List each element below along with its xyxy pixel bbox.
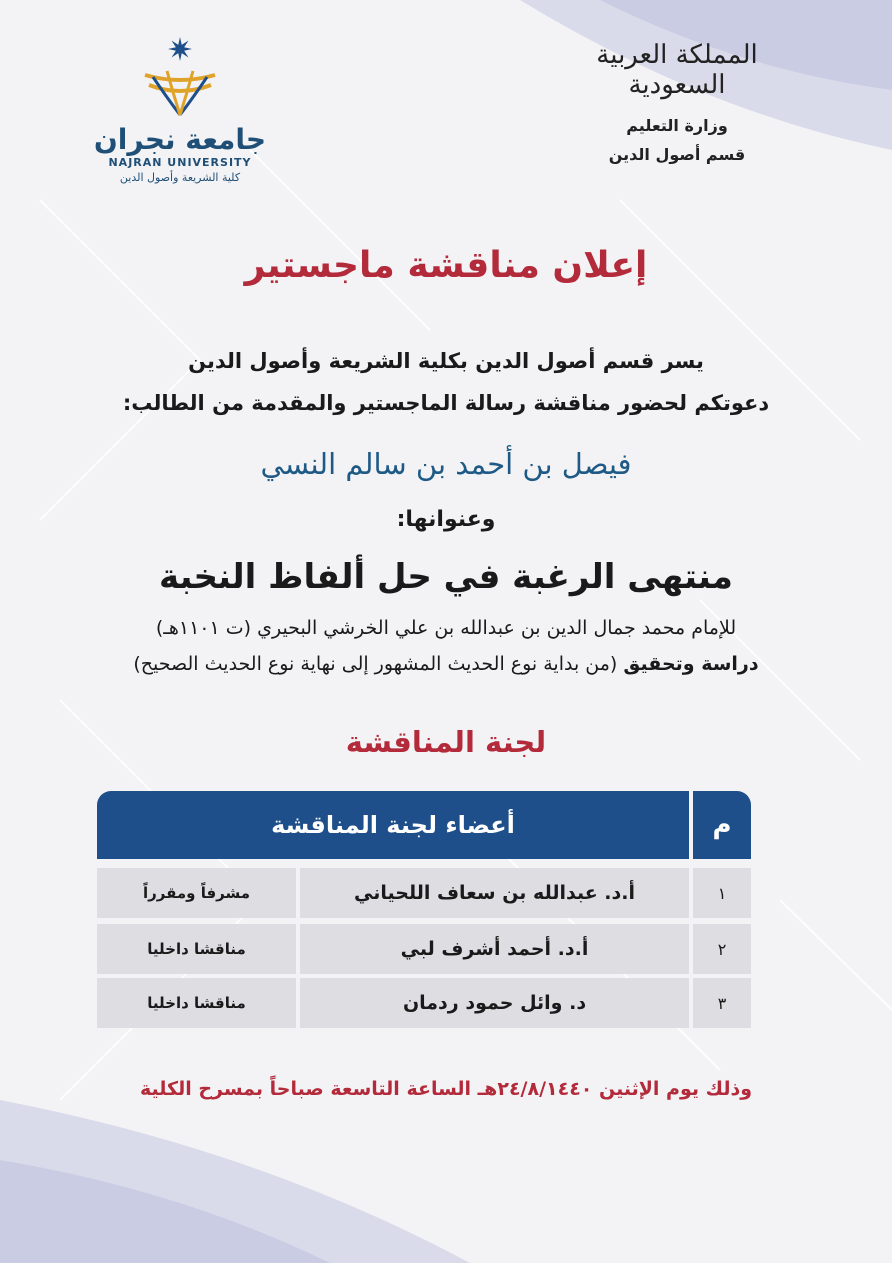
row-1-role: مشرفاً ومقرراً	[97, 868, 296, 918]
announcement-title: إعلان مناقشة ماجستير	[244, 245, 648, 286]
committee-title: لجنة المناقشة	[345, 725, 547, 759]
thesis-title: منتهى الرغبة في حل ألفاظ النخبة	[159, 557, 733, 597]
intro-text	[0, 340, 892, 424]
ministry-name: وزارة التعليم	[626, 116, 728, 135]
logo-name-arabic: جامعة نجران	[93, 123, 267, 156]
thesis-address-label: وعنوانها:	[396, 507, 496, 532]
row-2-name: أ.د. أحمد أشرف لبي	[300, 924, 689, 974]
author-line: للإمام محمد جمال الدين بن عبدالله بن علي الخرشي البحيري (ت ١١٠١هـ)	[155, 617, 737, 639]
table-header-number: م	[693, 791, 751, 859]
row-3-role: مناقشا داخليا	[97, 978, 296, 1028]
ministry-header	[557, 40, 797, 164]
logo-name-english: NAJRAN UNIVERSITY	[108, 156, 252, 169]
event-date-time: وذلك يوم الإثنين ٢٤/٨/١٤٤٠هـ الساعة التاسعة صباحاً بمسرح الكلية	[139, 1078, 753, 1100]
table-header-members: أعضاء لجنة المناقشة	[97, 791, 689, 859]
study-description	[0, 653, 892, 675]
university-logo	[90, 35, 270, 184]
row-2-number: ٢	[693, 924, 751, 974]
logo-college-name: كلية الشريعة وأصول الدين	[119, 171, 241, 184]
study-label: دراسة وتحقيق	[623, 653, 759, 675]
study-scope: (من بداية نوع الحديث المشهور إلى نهاية نوع الحديث الصحيح)	[133, 653, 618, 675]
row-2-role: مناقشا داخليا	[97, 924, 296, 974]
row-1-name: أ.د. عبدالله بن سعاف اللحياني	[300, 868, 689, 918]
row-1-number: ١	[693, 868, 751, 918]
logo-emblem-icon	[135, 35, 225, 117]
kingdom-emblem-text: المملكة العربية السعودية	[596, 40, 758, 100]
intro-line-2: دعوتكم لحضور مناقشة رسالة الماجستير والمقدمة من الطالب:	[122, 391, 770, 415]
row-3-name: د. وائل حمود ردمان	[300, 978, 689, 1028]
student-name: فيصل بن أحمد بن سالم النسي	[260, 447, 632, 481]
intro-line-1: يسر قسم أصول الدين بكلية الشريعة وأصول الدين	[188, 349, 704, 373]
row-3-number: ٣	[693, 978, 751, 1028]
department-name: قسم أصول الدين	[608, 145, 746, 164]
